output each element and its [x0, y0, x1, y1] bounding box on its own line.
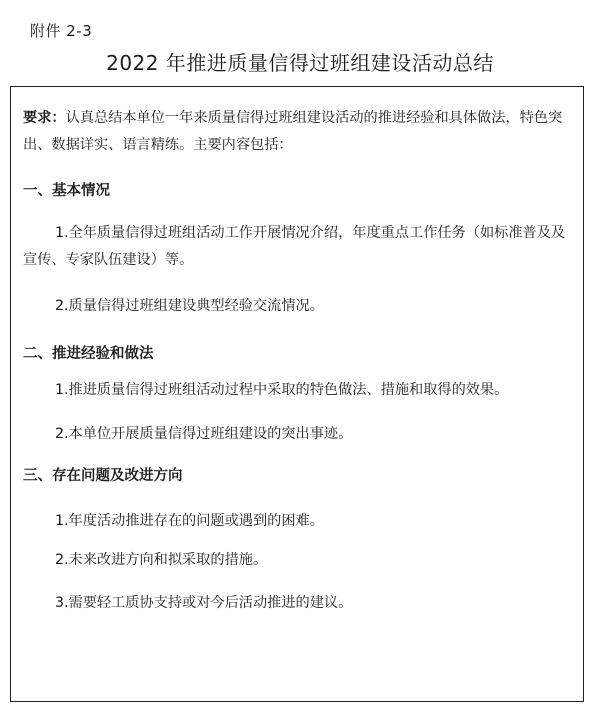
requirements-paragraph: [23, 105, 571, 159]
section-3-item-2: 2.未来改进方向和拟采取的措施。: [55, 552, 268, 568]
requirements-text: 认真总结本单位一年来质量信得过班组建设活动的推进经验和具体做法，特色突出、数据详实、语言精练。主要内容包括：: [23, 110, 563, 153]
document-title: 2022 年推进质量信得过班组建设活动总结: [106, 51, 494, 75]
requirements-label: 要求：: [23, 110, 66, 126]
section-2-item-2: 2.本单位开展质量信得过班组建设的突出事迹。: [55, 426, 353, 442]
section-heading-problems: 三、存在问题及改进方向: [23, 468, 183, 484]
section-3-item-3: 3.需要轻工质协支持或对今后活动推进的建议。: [55, 595, 353, 611]
attachment-label: 附件 2-3: [30, 22, 93, 40]
section-heading-basic: 一、基本情况: [23, 183, 110, 199]
content-box: [10, 86, 584, 702]
section-1-item-2: 2.质量信得过班组建设典型经验交流情况。: [55, 298, 324, 314]
section-2-item-1: 1.推进质量信得过班组活动过程中采取的特色做法、措施和取得的效果。: [55, 382, 509, 398]
section-1-item-1: 1.全年质量信得过班组活动工作开展情况介绍，年度重点工作任务（如标准普及及宣传、专家队伍建设）等。: [23, 225, 566, 268]
section-3-item-1: 1.年度活动推进存在的问题或遇到的困难。: [55, 513, 324, 529]
section-heading-experience: 二、推进经验和做法: [23, 346, 154, 362]
